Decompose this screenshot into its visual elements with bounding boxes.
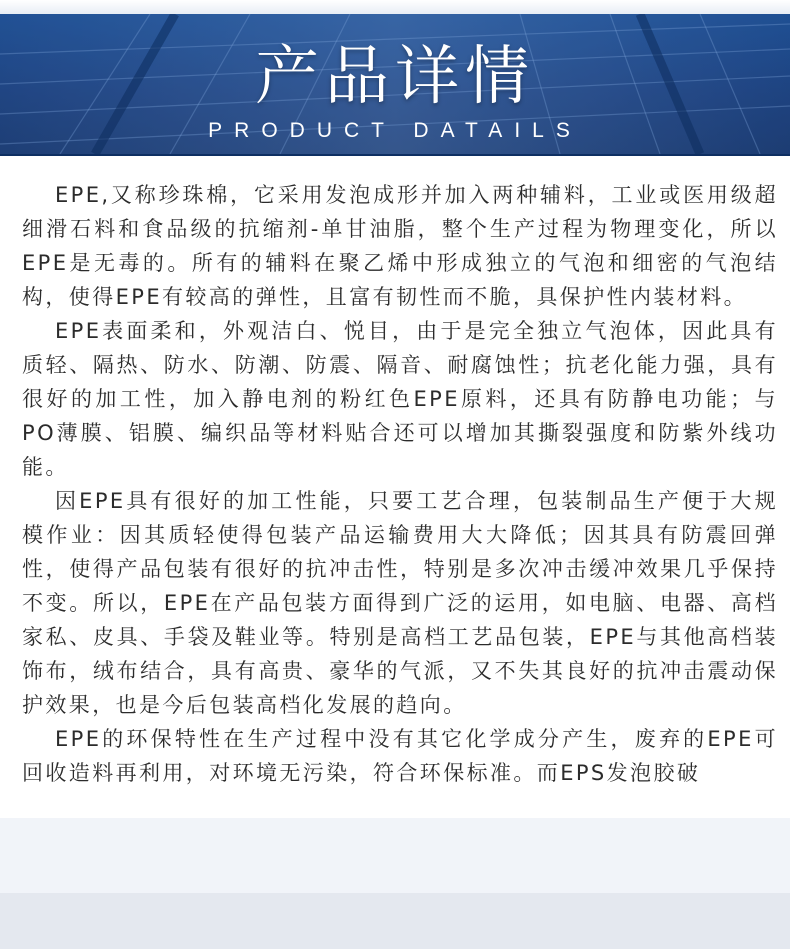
top-strip (0, 0, 790, 14)
page-title: 产品详情 (255, 40, 535, 114)
product-description (22, 178, 778, 818)
paragraph: EPE的环保特性在生产过程中没有其它化学成分产生，废弃的EPE可回收造料再利用，对环境无污染，符合环保标准。而EPS发泡胶破 (22, 727, 778, 785)
footer-band (0, 818, 790, 893)
paragraph: EPE表面柔和，外观洁白、悦目，由于是完全独立气泡体，因此具有质轻、隔热、防水、防潮、防震、隔音、耐腐蚀性；抗老化能力强，具有很好的加工性，加入静电剂的粉红色EPE原料，还具有防静电功能；与PO薄膜、铝膜、编织品等材料贴合还可以增加其撕裂强度和防紫外线功能。 (22, 319, 778, 479)
page-subtitle: PRODUCT DATAILS (208, 119, 582, 142)
paragraph: EPE,又称珍珠棉，它采用发泡成形并加入两种辅料，工业或医用级超细滑石料和食品级的抗缩剂-单甘油脂，整个生产过程为物理变化，所以EPE是无毒的。所有的辅料在聚乙烯中形成独立的气泡和细密的气泡结构，使得EPE有较高的弹性，且富有韧性而不脆，具保护性内装材料。 (22, 183, 778, 309)
paragraph: 因EPE具有很好的加工性能，只要工艺合理，包装制品生产便于大规模作业：因其质轻使得包装产品运输费用大大降低；因其具有防震回弹性，使得产品包装有很好的抗冲击性，特别是多次冲击缓冲效果几乎保持不变。所以，EPE在产品包装方面得到广泛的运用，如电脑、电器、高档家私、皮具、手袋及鞋业等。特别是高档工艺品包装，EPE与其他高档装饰布，绒布结合，具有高贵、豪华的气派，又不失其良好的抗冲击震动保护效果，也是今后包装高档化发展的趋向。 (22, 489, 778, 717)
header-banner (0, 14, 790, 156)
footer-band (0, 893, 790, 949)
